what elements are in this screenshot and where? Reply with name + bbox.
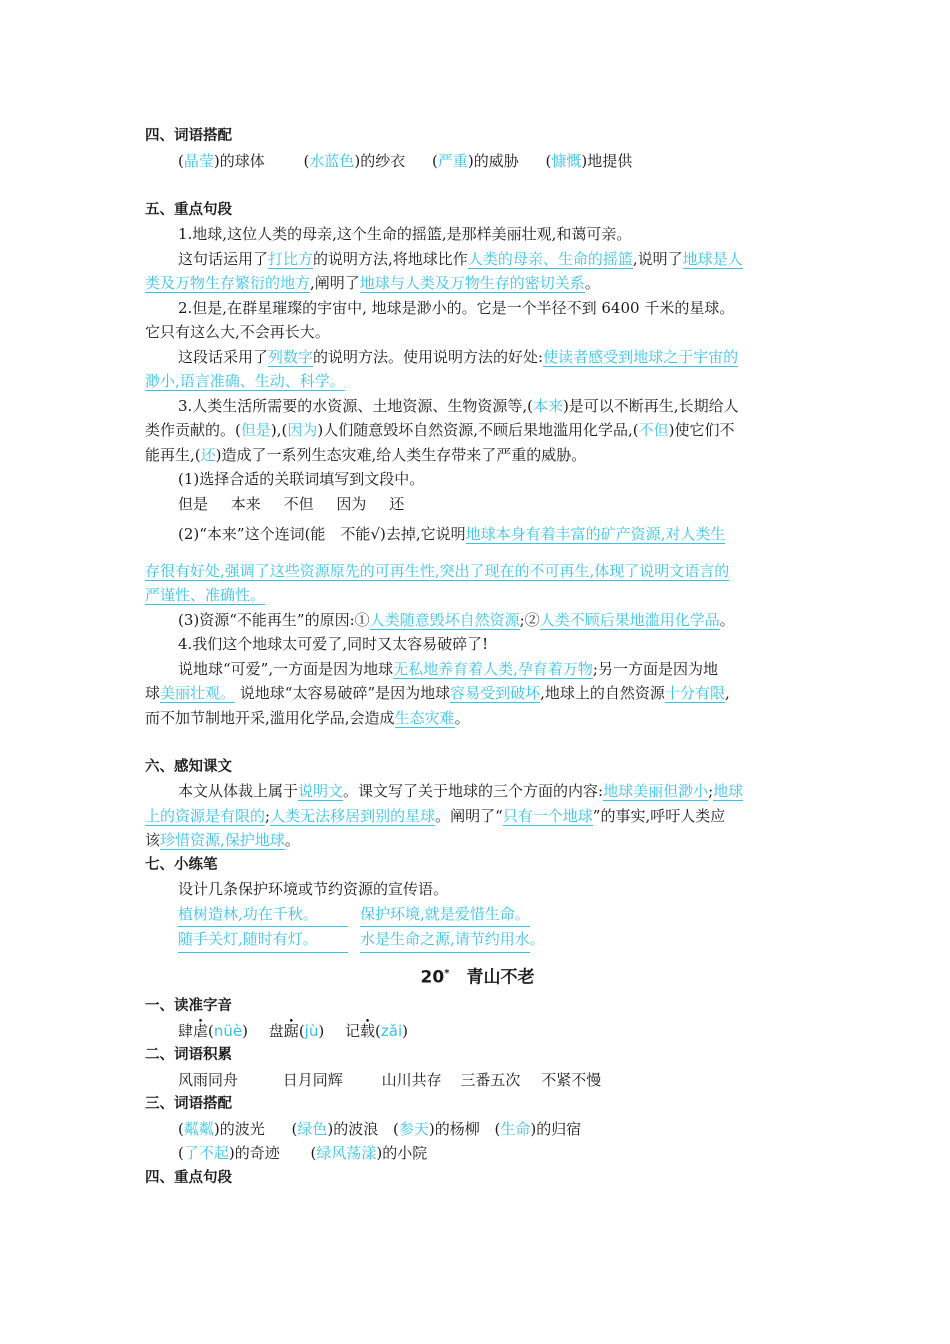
collocation-item: (生命)的归宿 [494, 1119, 582, 1138]
answer: zǎi [380, 1021, 403, 1040]
answer-line: 类及万物生存繁衍的地方,阐明了地球与人类及万物生存的密切关系。 [145, 274, 600, 292]
answer: jù [304, 1021, 319, 1040]
slogan-row [145, 927, 810, 953]
collocation-item: (了不起)的奇迹 [178, 1144, 280, 1163]
answer: 生态灾难 [394, 708, 455, 727]
collocation-item: (粼粼)的波光 [178, 1119, 265, 1138]
answer: 地球是人 [682, 249, 743, 268]
answer: 美丽壮观。 [160, 684, 236, 702]
answer: 了不起 [183, 1144, 229, 1163]
answer: 十分有限 [664, 684, 725, 702]
section-title: 五、重点句段 [145, 201, 232, 218]
answer: 地球美丽但渺小 [603, 782, 709, 800]
passage-text: 2.但是,在群星璀璨的宇宙中, 地球是渺小的。它是一个半径不到 6400 千米的星球。 [178, 298, 735, 317]
slogan: 保护环境,就是爱惜生命。 [360, 902, 530, 928]
slogan: 水是生命之源,请节约用水。 [360, 927, 530, 953]
passage-text: 1.地球,这位人类的母亲,这个生命的摇篮,是那样美丽壮观,和蔼可亲。 [178, 225, 632, 243]
word-item: 日月同辉 [282, 1070, 343, 1089]
answer: 使读者感受到地球之于宇宙的 [543, 347, 739, 366]
answer: 但是 [240, 421, 271, 439]
collocation-item: (晶莹)的球体 [178, 151, 265, 170]
collocation-item: (绿风荡漾)的小院 [310, 1144, 428, 1163]
passage-text: 4.我们这个地球太可爱了,同时又太容易破碎了! [178, 635, 489, 653]
lesson-title: 20* 青山不老 [420, 967, 535, 988]
slogan: 植树造林,功在千秋。 [178, 902, 348, 928]
answer: 慷慨 [551, 151, 582, 170]
answer: 地球本身有着丰富的矿产资源,对人类生 [465, 525, 726, 543]
answer-line: 说地球“可爱”,一方面是因为地球无私地养育着人类,孕育着万物;另一方面是因为地 [178, 659, 718, 678]
answer: 打比方 [268, 249, 314, 268]
word-bank-item: 但是 [178, 494, 209, 513]
content [145, 124, 810, 1190]
answer-line: 该珍惜资源,保护地球。 [145, 831, 300, 849]
answer: 珍惜资源,保护地球 [160, 831, 285, 849]
answer: 不但 [638, 421, 669, 439]
answer: 还 [200, 445, 216, 464]
answer: 绿色 [297, 1119, 328, 1138]
question-text: (1)选择合适的关联词填写到文段中。 [178, 470, 425, 488]
word-row [145, 1068, 810, 1093]
collocation-item: (水蓝色)的纱衣 [303, 151, 406, 170]
answer-line: 上的资源是有限的;人类无法移居到别的星球。阐明了“只有一个地球”的事实,呼吁人类应 [145, 806, 726, 825]
answer-line: 这句话运用了打比方的说明方法,将地球比作人类的母亲、生命的摇篮,说明了地球是人 [178, 249, 743, 268]
spacer [145, 173, 810, 198]
passage-text: 类作贡献的。(但是),(因为)人们随意毁坏自然资源,不顾后果地滥用化学品,(不但)使它们不 [145, 421, 735, 439]
answer: 无私地养育着人类,孕育着万物 [393, 659, 593, 678]
answer: 说明文 [298, 782, 344, 800]
spacer [145, 547, 810, 559]
answer-line [145, 583, 810, 608]
answer: 只有一个地球 [502, 806, 593, 825]
passage-text: 它只有这么大,不会再长大。 [145, 323, 330, 341]
section-title: 一、读准字音 [145, 998, 232, 1015]
collocation-item: (绿色)的波浪 [291, 1119, 379, 1138]
section-title: 四、重点句段 [145, 1169, 232, 1186]
answer: 人类不顾后果地滥用化学品 [539, 610, 720, 629]
section-title: 三、词语搭配 [145, 1096, 232, 1113]
word-item: 风雨同舟 [178, 1070, 239, 1089]
answer-line: (3)资源“不能再生”的原因:①人类随意毁坏自然资源;②人类不顾后果地滥用化学品。 [178, 610, 735, 629]
collocation-row [145, 1117, 810, 1142]
answer: 水蓝色 [309, 151, 355, 170]
answer: 严谨性、准确性。 [145, 586, 266, 604]
answer: 人类无法移居到别的星球 [270, 806, 436, 825]
answer: 容易受到破坏 [450, 684, 541, 702]
collocation-item: (参天)的杨柳 [393, 1119, 480, 1138]
slogan: 随手关灯,随时有灯。 [178, 927, 348, 953]
collocation-item: (慷慨)地提供 [545, 151, 633, 170]
word-bank-item: 本来 [230, 494, 261, 513]
pinyin-item: 盘踞(jù) [268, 1021, 325, 1040]
answer-line: (2)“本来”这个连词(能 不能√)去掉,它说明地球本身有着丰富的矿产资源,对人类生 [178, 525, 726, 543]
word-item: 不紧不慢 [541, 1070, 602, 1089]
answer-line: 这段话采用了列数字的说明方法。使用说明方法的好处:使读者感受到地球之于宇宙的 [178, 347, 739, 366]
answer-line: 球美丽壮观。 说地球“太容易破碎”是因为地球容易受到破坏,地球上的自然资源十分有限, [145, 684, 730, 702]
word-bank-item: 还 [389, 494, 405, 513]
answer-line [145, 559, 810, 584]
answer: 参天 [398, 1119, 429, 1138]
spacer [145, 730, 810, 755]
answer: 地球与人类及万物生存的密切关系 [359, 274, 585, 292]
passage-text: 能再生,(还)造成了一系列生态灾难,给人类生存带来了严重的威胁。 [145, 445, 587, 464]
answer: 列数字 [268, 347, 314, 366]
word-item: 三番五次 [460, 1070, 521, 1089]
answer: 严重 [437, 151, 468, 170]
pinyin-item: 肆虐(nüè) [178, 1021, 248, 1040]
answer: 本来 [532, 396, 563, 415]
answer-line: 本文从体裁上属于说明文。课文写了关于地球的三个方面的内容:地球美丽但渺小;地球 [178, 782, 744, 800]
answer: 类及万物生存繁衍的地方 [145, 274, 311, 292]
word-bank [145, 492, 810, 517]
answer-line [145, 369, 810, 394]
pinyin-row [145, 1019, 810, 1044]
section-title: 六、感知课文 [145, 758, 232, 775]
answer: nüè [213, 1021, 243, 1040]
passage-text: 3.人类生活所需要的水资源、土地资源、生物资源等,(本来)是可以不断再生,长期给人 [178, 396, 739, 415]
answer: 地球 [713, 782, 744, 800]
answer: 生命 [500, 1119, 531, 1138]
section-title: 四、词语搭配 [145, 128, 232, 144]
slogan-row [145, 902, 810, 928]
question-text: 设计几条保护环境或节约资源的宣传语。 [178, 880, 449, 898]
answer: 渺小,语言准确、生动、科学。 [145, 372, 345, 390]
answer: 因为 [287, 421, 318, 439]
collocation-item: (严重)的威胁 [432, 151, 519, 170]
collocation-row [145, 149, 810, 174]
word-bank-item: 因为 [336, 494, 367, 513]
answer: 绿风荡漾 [316, 1144, 377, 1163]
word-bank-item: 不但 [283, 494, 314, 513]
answer: 上的资源是有限的 [145, 806, 266, 825]
pinyin-item: 记载(zǎi) [345, 1021, 408, 1040]
answer: 存很有好处,强调了这些资源原先的可再生性,突出了现在的不可再生,体现了说明文语言的 [145, 561, 730, 580]
section-title: 七、小练笔 [145, 856, 218, 873]
answer: 晶莹 [183, 151, 214, 170]
section-title: 二、词语积累 [145, 1047, 232, 1064]
word-item: 山川共存 [381, 1070, 442, 1089]
answer: 人类的母亲、生命的摇篮 [467, 249, 633, 268]
collocation-row [145, 1141, 810, 1166]
answer-line: 而不加节制地开采,滥用化学品,会造成生态灾难。 [145, 708, 470, 727]
answer: 人类随意毁坏自然资源 [369, 610, 520, 629]
answer: 粼粼 [183, 1119, 214, 1138]
